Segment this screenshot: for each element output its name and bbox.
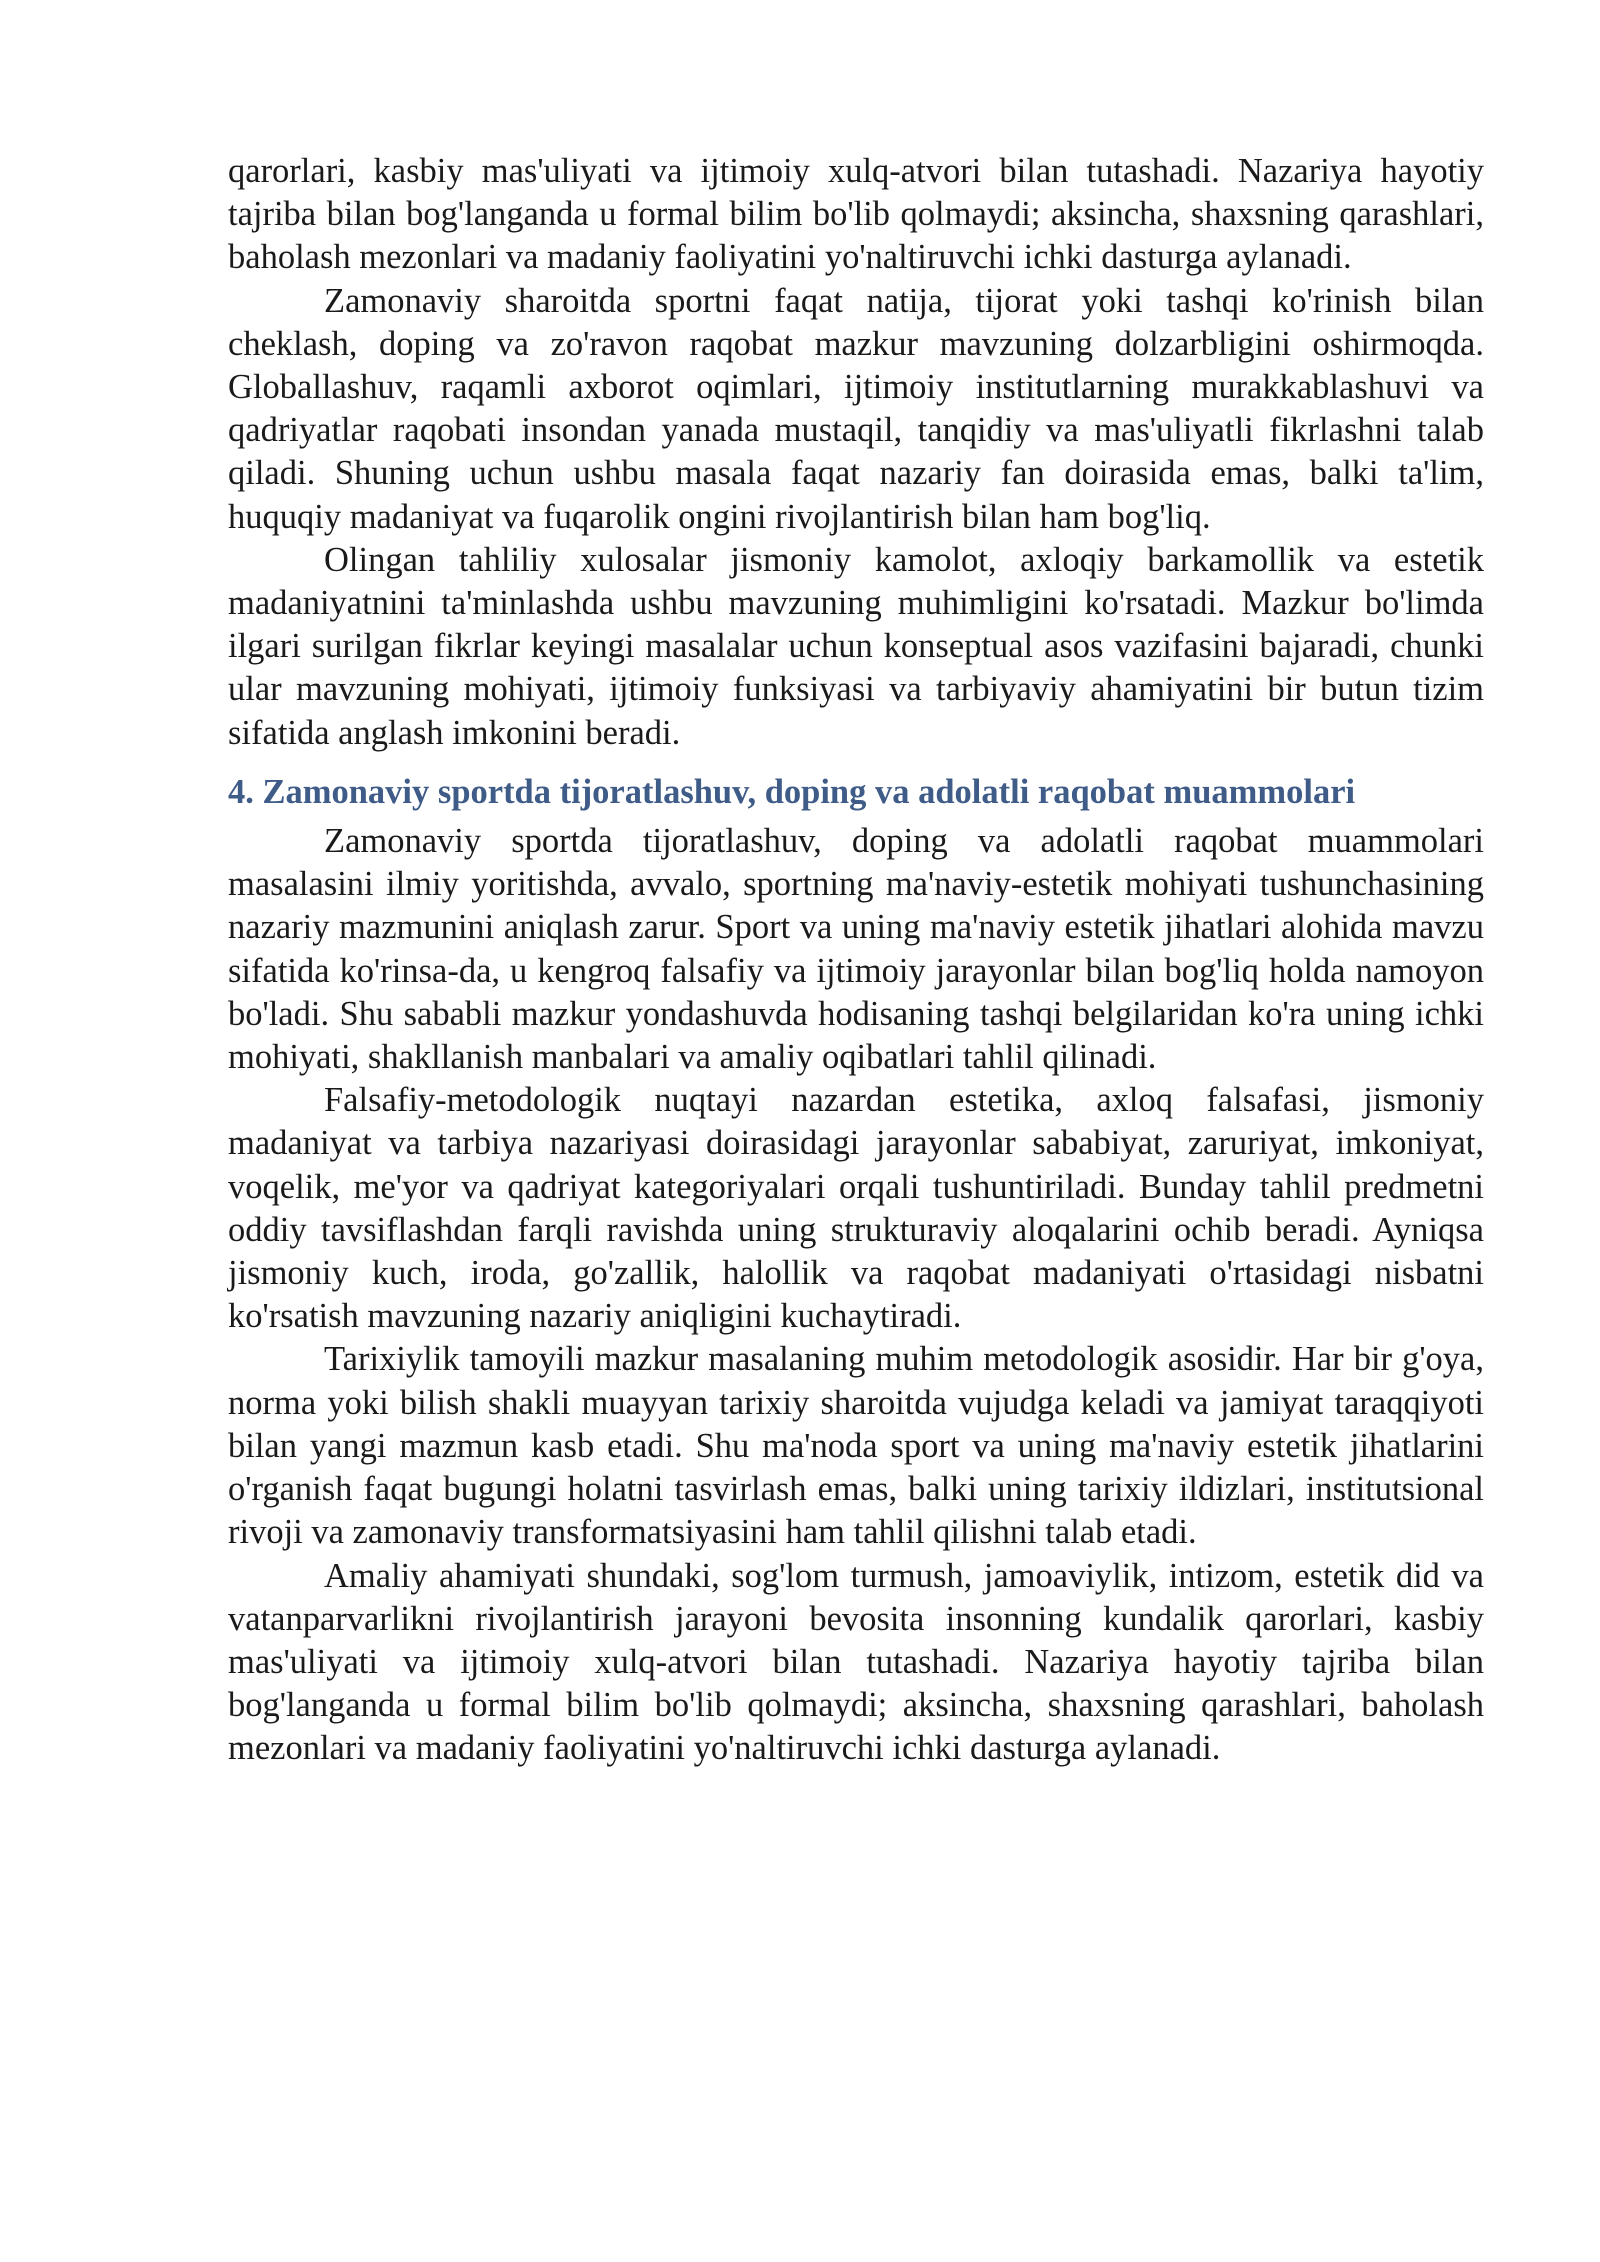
paragraph: Falsafiy-metodologik nuqtayi nazardan estetika, axloq falsafasi, jismoniy madaniyat va tarbiya nazariyasi doirasidagi jarayonlar sababiyat, zaruriyat, imkoniyat, voqelik, me'yor va qadriyat kategoriyalari orqali tushuntiriladi. Bunday tahlil predmetni oddiy tavsiflashdan farqli ravishda uning strukturaviy aloqalarini ochib beradi. Ayniqsa jismoniy kuch, iroda, go'zallik, halollik va raqobat madaniyati o'rtasidagi nisbatni ko'rsatish mavzuning nazariy aniqligini kuchaytiradi. bbox=[228, 1081, 1484, 1336]
paragraph: Amaliy ahamiyati shundaki, sog'lom turmush, jamoaviylik, intizom, estetik did va vatanparvarlikni rivojlantirish jarayoni bevosita insonning kundalik qarorlari, kasbiy mas'uliyati va ijtimoiy xulq-atvori bilan tutashadi. Nazariya hayotiy tajriba bilan bog'langanda u formal bilim bo'lib qolmaydi; aksincha, shaxsning qarashlari, baholash mezonlari va madaniy faoliyatini yo'naltiruvchi ichki dasturga aylanadi. bbox=[228, 1556, 1484, 1768]
paragraph: Olingan tahliliy xulosalar jismoniy kamolot, axloqiy barkamollik va estetik madaniyatnini ta'minlashda ushbu mavzuning muhimligini ko'rsatadi. Mazkur bo'limda ilgari surilgan fikrlar keyingi masalalar uchun konseptual asos vazifasini bajaradi, chunki ular mavzuning mohiyati, ijtimoiy funksiyasi va tarbiyaviy ahamiyatini bir butun tizim sifatida anglash imkonini beradi. bbox=[228, 540, 1484, 752]
section-heading: 4. Zamonaviy sportda tijoratlashuv, doping va adolatli raqobat muammolari bbox=[228, 772, 1356, 811]
paragraph: Tarixiylik tamoyili mazkur masalaning muhim metodologik asosidir. Har bir g'oya, norma yoki bilish shakli muayyan tarixiy sharoitda vujudga keladi va jamiyat taraqqiyoti bilan yangi mazmun kasb etadi. Shu ma'noda sport va uning ma'naviy estetik jihatlarini o'rganish faqat bugungi holatni tasvirlash emas, balki uning tarixiy ildizlari, institutsional rivoji va zamonaviy transformatsiyasini ham tahlil qilishni talab etadi. bbox=[228, 1340, 1484, 1552]
paragraph: Zamonaviy sportda tijoratlashuv, doping va adolatli raqobat muammolari masalasini ilmiy yoritishda, avvalo, sportning ma'naviy-estetik mohiyati tushunchasining nazariy mazmunini aniqlash zarur. Sport va uning ma'naviy estetik jihatlari alohida mavzu sifatida ko'rinsa-da, u kengroq falsafiy va ijtimoiy jarayonlar bilan bog'liq holda namoyon bo'ladi. Shu sababli mazkur yondashuvda hodisaning tashqi belgilaridan ko'ra uning ichki mohiyati, shakllanish manbalari va amaliy oqibatlari tahlil qilinadi. bbox=[228, 822, 1484, 1077]
paragraph-continued: qarorlari, kasbiy mas'uliyati va ijtimoiy xulq-atvori bilan tutashadi. Nazariya hayotiy tajriba bilan bog'langanda u formal bilim bo'lib qolmaydi; aksincha, shaxsning qarashlari, baholash mezonlari va madaniy faoliyatini yo'naltiruvchi ichki dasturga aylanadi. bbox=[228, 152, 1484, 277]
document-page bbox=[228, 150, 1484, 1771]
paragraph: Zamonaviy sharoitda sportni faqat natija, tijorat yoki tashqi ko'rinish bilan cheklash, doping va zo'ravon raqobat mazkur mavzuning dolzarbligini oshirmoqda. Globallashuv, raqamli axborot oqimlari, ijtimoiy institutlarning murakkablashuvi va qadriyatlar raqobati insondan yanada mustaqil, tanqidiy va mas'uliyatli fikrlashni talab qiladi. Shuning uchun ushbu masala faqat nazariy fan doirasida emas, balki ta'lim, huquqiy madaniyat va fuqarolik ongini rivojlantirish bilan ham bog'liq. bbox=[228, 281, 1484, 536]
